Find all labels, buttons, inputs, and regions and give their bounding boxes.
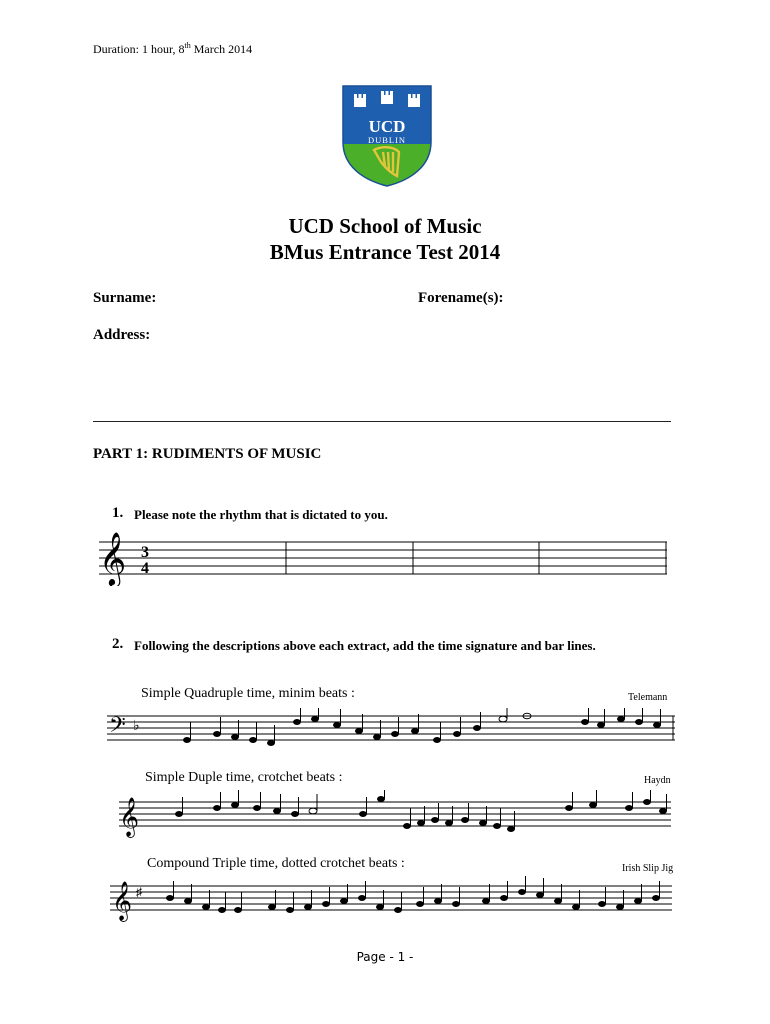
divider-line [93, 421, 671, 422]
extract2-description: Simple Duple time, crotchet beats : [145, 770, 343, 785]
part1-heading: PART 1: RUDIMENTS OF MUSIC [93, 446, 322, 462]
extract1-composer: Telemann [628, 692, 668, 703]
extract3-notes [167, 876, 660, 913]
extract3-staff [108, 874, 674, 922]
extract2-staff [117, 790, 673, 838]
time-signature-bottom: 4 [141, 560, 149, 577]
question1-text: Please note the rhythm that is dictated to you. [134, 507, 388, 522]
address-label: Address: [93, 327, 151, 343]
ucd-logo [341, 84, 433, 188]
extract2-notes [176, 790, 667, 832]
treble-clef-icon: 𝄞 [119, 799, 140, 836]
extract1-staff [105, 708, 677, 752]
duration-line: Duration: 1 hour, 8th March 2014 [93, 41, 253, 56]
question2-number: 2. [112, 636, 124, 652]
logo-text-dublin: DUBLIN [367, 135, 407, 145]
flat-icon: ♭ [133, 719, 140, 734]
duration-superscript: th [184, 41, 191, 50]
forename-label: Forename(s): [418, 290, 504, 306]
surname-label: Surname: [93, 290, 157, 306]
extract3-composer: Irish Slip Jig [622, 863, 674, 874]
question2-text: Following the descriptions above each extract, add the time signature and bar lines. [134, 638, 596, 653]
time-signature-top: 3 [141, 544, 149, 561]
rhythm-staff [93, 530, 673, 586]
extract1-description: Simple Quadruple time, minim beats : [141, 686, 355, 701]
sharp-icon: ♯ [136, 885, 142, 899]
extract3-description: Compound Triple time, dotted crotchet beats : [147, 856, 405, 871]
treble-clef-icon: 𝄞 [112, 883, 133, 920]
logo-text-ucd: UCD [368, 117, 406, 136]
question1-number: 1. [112, 505, 124, 521]
title-line-2: BMus Entrance Test 2014 [269, 240, 501, 264]
treble-clef-icon: 𝄞 [99, 533, 127, 584]
page-number: Page - 1 - [356, 950, 414, 964]
bass-clef-icon: 𝄢 [109, 713, 126, 742]
title-line-1: UCD School of Music [288, 214, 482, 238]
extract2-composer: Haydn [644, 775, 671, 786]
